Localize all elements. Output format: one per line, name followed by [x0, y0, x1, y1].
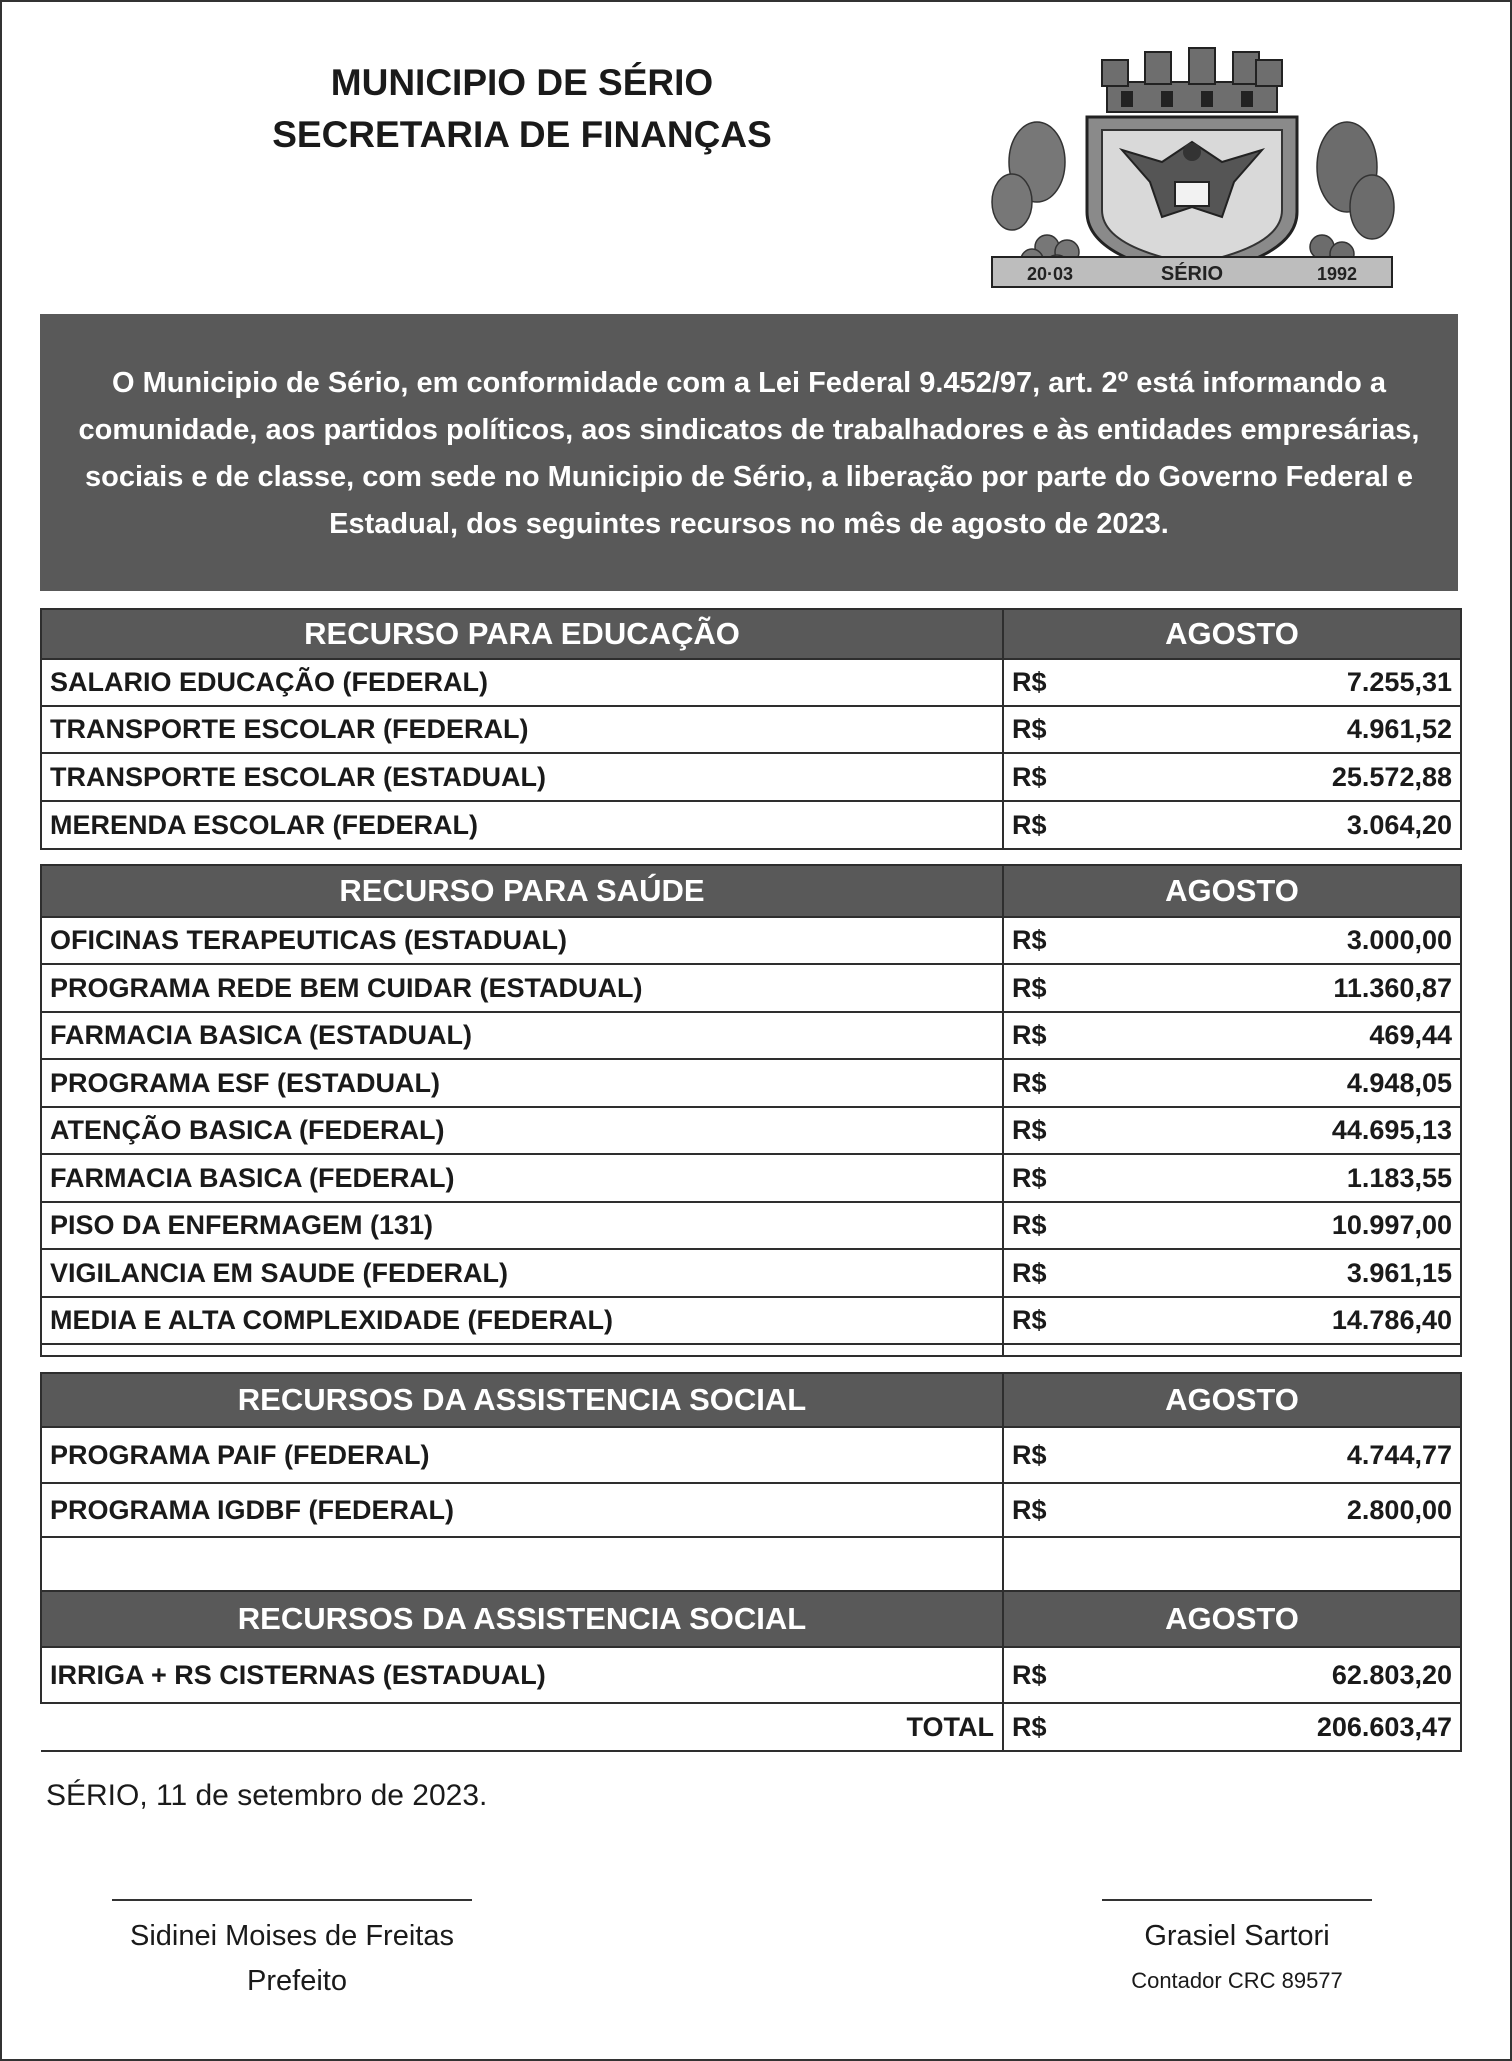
education-header: RECURSO PARA EDUCAÇÃO — [41, 609, 1003, 659]
resource-name: PISO DA ENFERMAGEM (131) — [41, 1202, 1003, 1249]
department-name: SECRETARIA DE FINANÇAS — [272, 114, 772, 155]
signature-mayor — [107, 1899, 477, 2003]
resource-value: 4.961,52 — [1118, 706, 1461, 753]
education-table — [40, 608, 1462, 850]
social-assistance-header: RECURSOS DA ASSISTENCIA SOCIAL — [41, 1373, 1003, 1427]
currency: R$ — [1003, 1059, 1118, 1107]
table-row — [41, 801, 1461, 849]
resource-value: 7.255,31 — [1118, 659, 1461, 706]
crest-ribbon-center: SÉRIO — [1160, 263, 1224, 285]
currency: R$ — [1003, 706, 1118, 753]
signer-name: Grasiel Sartori — [1144, 1920, 1330, 1952]
resource-name: PROGRAMA PAIF (FEDERAL) — [41, 1427, 1003, 1483]
resource-name: PROGRAMA ESF (ESTADUAL) — [41, 1059, 1003, 1107]
resource-value: 11.360,87 — [1118, 964, 1461, 1012]
resource-value: 62.803,20 — [1118, 1647, 1461, 1703]
table-row — [41, 1427, 1461, 1483]
currency: R$ — [1003, 1107, 1118, 1154]
blank-row — [41, 1537, 1461, 1591]
currency: R$ — [1003, 1012, 1118, 1059]
table-row — [41, 1154, 1461, 1202]
resource-value: 10.997,00 — [1118, 1202, 1461, 1249]
table-row — [41, 964, 1461, 1012]
resource-value: 44.695,13 — [1118, 1107, 1461, 1154]
page-title — [232, 57, 812, 161]
total-row — [41, 1703, 1461, 1751]
municipality-name: MUNICIPIO DE SÉRIO — [330, 62, 714, 103]
table-row — [41, 753, 1461, 801]
currency: R$ — [1003, 964, 1118, 1012]
resource-name: TRANSPORTE ESCOLAR (FEDERAL) — [41, 706, 1003, 753]
currency: R$ — [1003, 1249, 1118, 1297]
social-assistance-month-header: AGOSTO — [1003, 1373, 1461, 1427]
currency: R$ — [1003, 801, 1118, 849]
resource-value: 469,44 — [1118, 1012, 1461, 1059]
currency: R$ — [1003, 753, 1118, 801]
currency: R$ — [1003, 659, 1118, 706]
resource-name: OFICINAS TERAPEUTICAS (ESTADUAL) — [41, 917, 1003, 964]
resource-value: 4.948,05 — [1118, 1059, 1461, 1107]
signer-role: Contador CRC 89577 — [1131, 1968, 1343, 1993]
table-row — [41, 1059, 1461, 1107]
resource-name: MERENDA ESCOLAR (FEDERAL) — [41, 801, 1003, 849]
education-month-header: AGOSTO — [1003, 609, 1461, 659]
resource-name: MEDIA E ALTA COMPLEXIDADE (FEDERAL) — [41, 1297, 1003, 1344]
total-value: 206.603,47 — [1118, 1703, 1461, 1751]
resource-name: FARMACIA BASICA (ESTADUAL) — [41, 1012, 1003, 1059]
table-row — [41, 1107, 1461, 1154]
resource-value: 4.744,77 — [1118, 1427, 1461, 1483]
crest-ribbon-left: 20·03 — [1027, 264, 1074, 284]
social-assistance-table-2 — [40, 1590, 1462, 1752]
signature-line — [1102, 1899, 1372, 1901]
resource-name: PROGRAMA REDE BEM CUIDAR (ESTADUAL) — [41, 964, 1003, 1012]
health-header: RECURSO PARA SAÚDE — [41, 865, 1003, 917]
table-row — [41, 1647, 1461, 1703]
resource-value: 25.572,88 — [1118, 753, 1461, 801]
table-row — [41, 1249, 1461, 1297]
currency: R$ — [1003, 1297, 1118, 1344]
signer-role: Prefeito — [247, 1965, 347, 1997]
social-assistance-month-header-2: AGOSTO — [1003, 1591, 1461, 1647]
currency: R$ — [1003, 1483, 1118, 1537]
signer-name: Sidinei Moises de Freitas — [130, 1920, 454, 1952]
resource-name: ATENÇÃO BASICA (FEDERAL) — [41, 1107, 1003, 1154]
signature-line — [112, 1899, 472, 1901]
currency: R$ — [1003, 917, 1118, 964]
health-month-header: AGOSTO — [1003, 865, 1461, 917]
crest-ribbon-right: 1992 — [1316, 264, 1357, 284]
resource-name: TRANSPORTE ESCOLAR (ESTADUAL) — [41, 753, 1003, 801]
resource-value: 3.000,00 — [1118, 917, 1461, 964]
resource-value: 1.183,55 — [1118, 1154, 1461, 1202]
table-row — [41, 706, 1461, 753]
table-row — [41, 1483, 1461, 1537]
signature-accountant — [1087, 1899, 1387, 2003]
table-row — [41, 1297, 1461, 1344]
table-row — [41, 917, 1461, 964]
resource-name: FARMACIA BASICA (FEDERAL) — [41, 1154, 1003, 1202]
social-assistance-table — [40, 1372, 1462, 1592]
resource-name: IRRIGA + RS CISTERNAS (ESTADUAL) — [41, 1647, 1003, 1703]
municipal-coat-of-arms-icon — [952, 42, 1432, 292]
resource-name: SALARIO EDUCAÇÃO (FEDERAL) — [41, 659, 1003, 706]
currency: R$ — [1003, 1647, 1118, 1703]
resource-value: 14.786,40 — [1118, 1297, 1461, 1344]
resource-value: 3.064,20 — [1118, 801, 1461, 849]
social-assistance-header-2: RECURSOS DA ASSISTENCIA SOCIAL — [41, 1591, 1003, 1647]
resource-name: PROGRAMA IGDBF (FEDERAL) — [41, 1483, 1003, 1537]
currency: R$ — [1003, 1202, 1118, 1249]
currency: R$ — [1003, 1154, 1118, 1202]
resource-value: 2.800,00 — [1118, 1483, 1461, 1537]
spacer-row — [41, 1344, 1461, 1356]
resource-name: VIGILANCIA EM SAUDE (FEDERAL) — [41, 1249, 1003, 1297]
table-row — [41, 659, 1461, 706]
table-row — [41, 1012, 1461, 1059]
table-row — [41, 1202, 1461, 1249]
resource-value: 3.961,15 — [1118, 1249, 1461, 1297]
place-date: SÉRIO, 11 de setembro de 2023. — [46, 1779, 488, 1812]
total-currency: R$ — [1003, 1703, 1118, 1751]
total-label: TOTAL — [41, 1703, 1003, 1751]
intro-notice: O Municipio de Sério, em conformidade com a Lei Federal 9.452/97, art. 2º está informando a comunidade, aos partidos políticos, aos sindicatos de trabalhadores e às entidades empresárias, sociais e de classe, com sede no Municipio de Sério, a liberação por parte do Governo Federal e Estadual, dos seguintes recursos no mês de agosto de 2023. — [40, 314, 1458, 591]
health-table — [40, 864, 1462, 1357]
currency: R$ — [1003, 1427, 1118, 1483]
